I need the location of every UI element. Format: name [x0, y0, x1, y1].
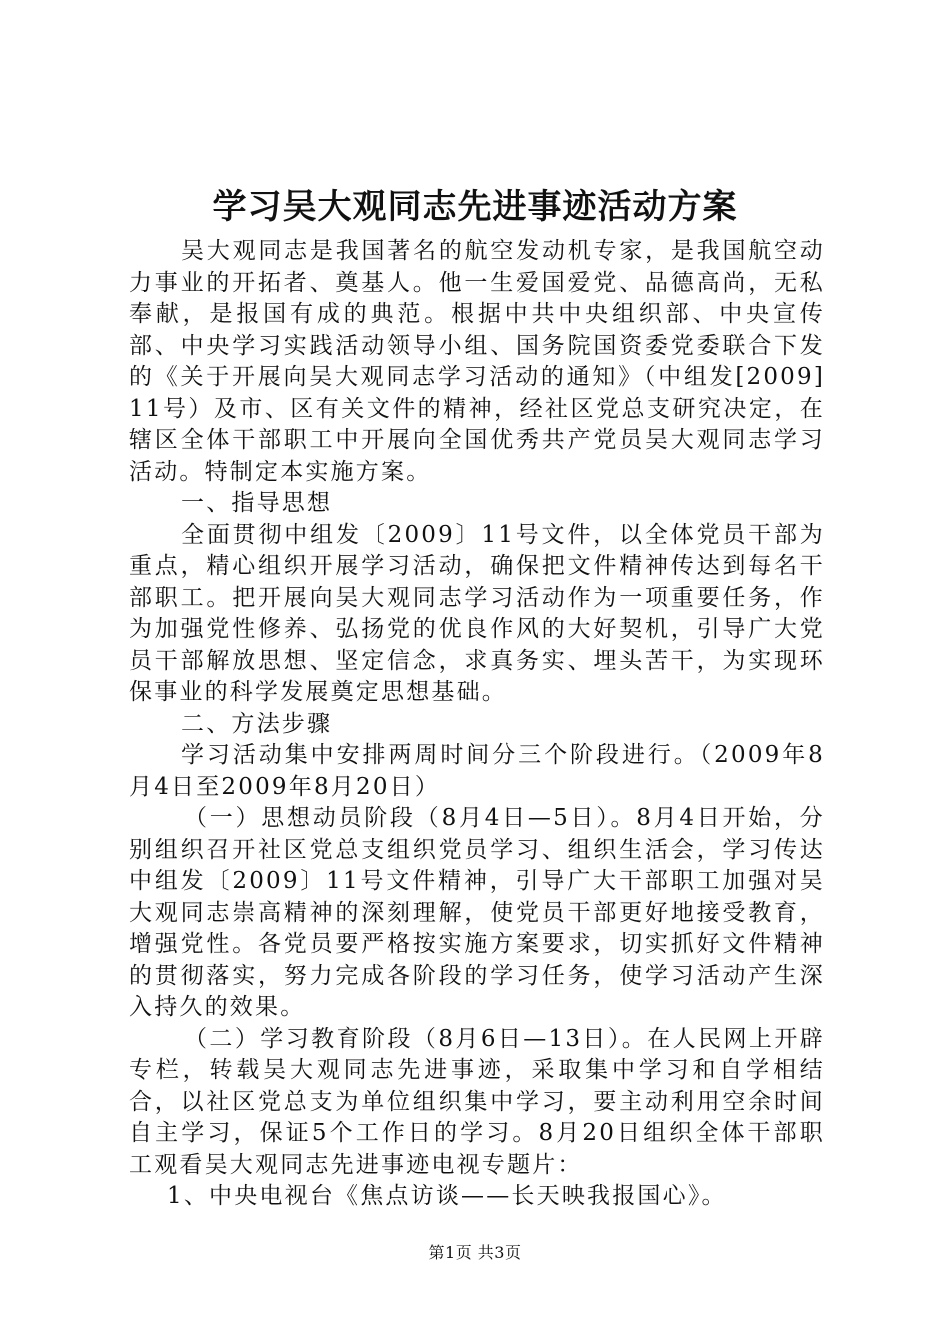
- intro-paragraph: 吴大观同志是我国著名的航空发动机专家，是我国航空动力事业的开拓者、奠基人。他一生爱国爱党、品德高尚，无私奉献，是报国有成的典范。根据中共中央组织部、中央宣传部、中央学习实践活动领导小组、国务院国资委党委联合下发的《关于开展向吴大观同志学习活动的通知》（中组发[2009]11号）及市、区有关文件的精神，经社区党总支研究决定，在辖区全体干部职工中开展向全国优秀共产党员吴大观同志学习活动。特制定本实施方案。: [129, 238, 825, 485]
- document-title: 学习吴大观同志先进事迹活动方案: [212, 187, 738, 227]
- page-indicator: 第1页 共3页: [428, 1243, 522, 1262]
- stage-one-paragraph: （一）思想动员阶段（8月4日—5日）。8月4日开始，分别组织召开社区党总支组织党员学习、组织生活会，学习传达中组发〔2009〕11号文件精神，引导广大干部职工加强对吴大观同志崇高精神的深刻理解，使党员干部更好地接受教育，增强党性。各党员要严格按实施方案要求，切实抓好文件精神的贯彻落实，努力完成各阶段的学习任务，使学习活动产生深入持久的效果。: [129, 805, 825, 1020]
- section-heading-method-steps: 二、方法步骤: [181, 710, 333, 737]
- section-heading-guiding-thought: 一、指导思想: [181, 490, 333, 516]
- schedule-paragraph: 学习活动集中安排两周时间分三个阶段进行。（2009年8月4日至2009年8月20日）: [129, 742, 825, 800]
- guiding-thought-paragraph: 全面贯彻中组发〔2009〕11号文件，以全体党员干部为重点，精心组织开展学习活动，确保把文件精神传达到每名干部职工。把开展向吴大观同志学习活动作为一项重要任务，作为加强党性修养、弘扬党的优良作风的大好契机，引导广大党员干部解放思想、坚定信念，求真务实、埋头苦干，为实现环保事业的科学发展奠定思想基础。: [129, 521, 825, 705]
- stage-two-paragraph: （二）学习教育阶段（8月6日—13日）。在人民网上开辟专栏，转载吴大观同志先进事迹，采取集中学习和自学相结合，以社区党总支为单位组织集中学习，要主动利用空余时间自主学习，保证5个工作日的学习。8月20日组织全体干部职工观看吴大观同志先进事迹电视专题片：: [129, 1025, 825, 1178]
- document-body: [129, 236, 825, 1213]
- list-item: 1、中央电视台《焦点访谈——长天映我报国心》。: [167, 1183, 727, 1209]
